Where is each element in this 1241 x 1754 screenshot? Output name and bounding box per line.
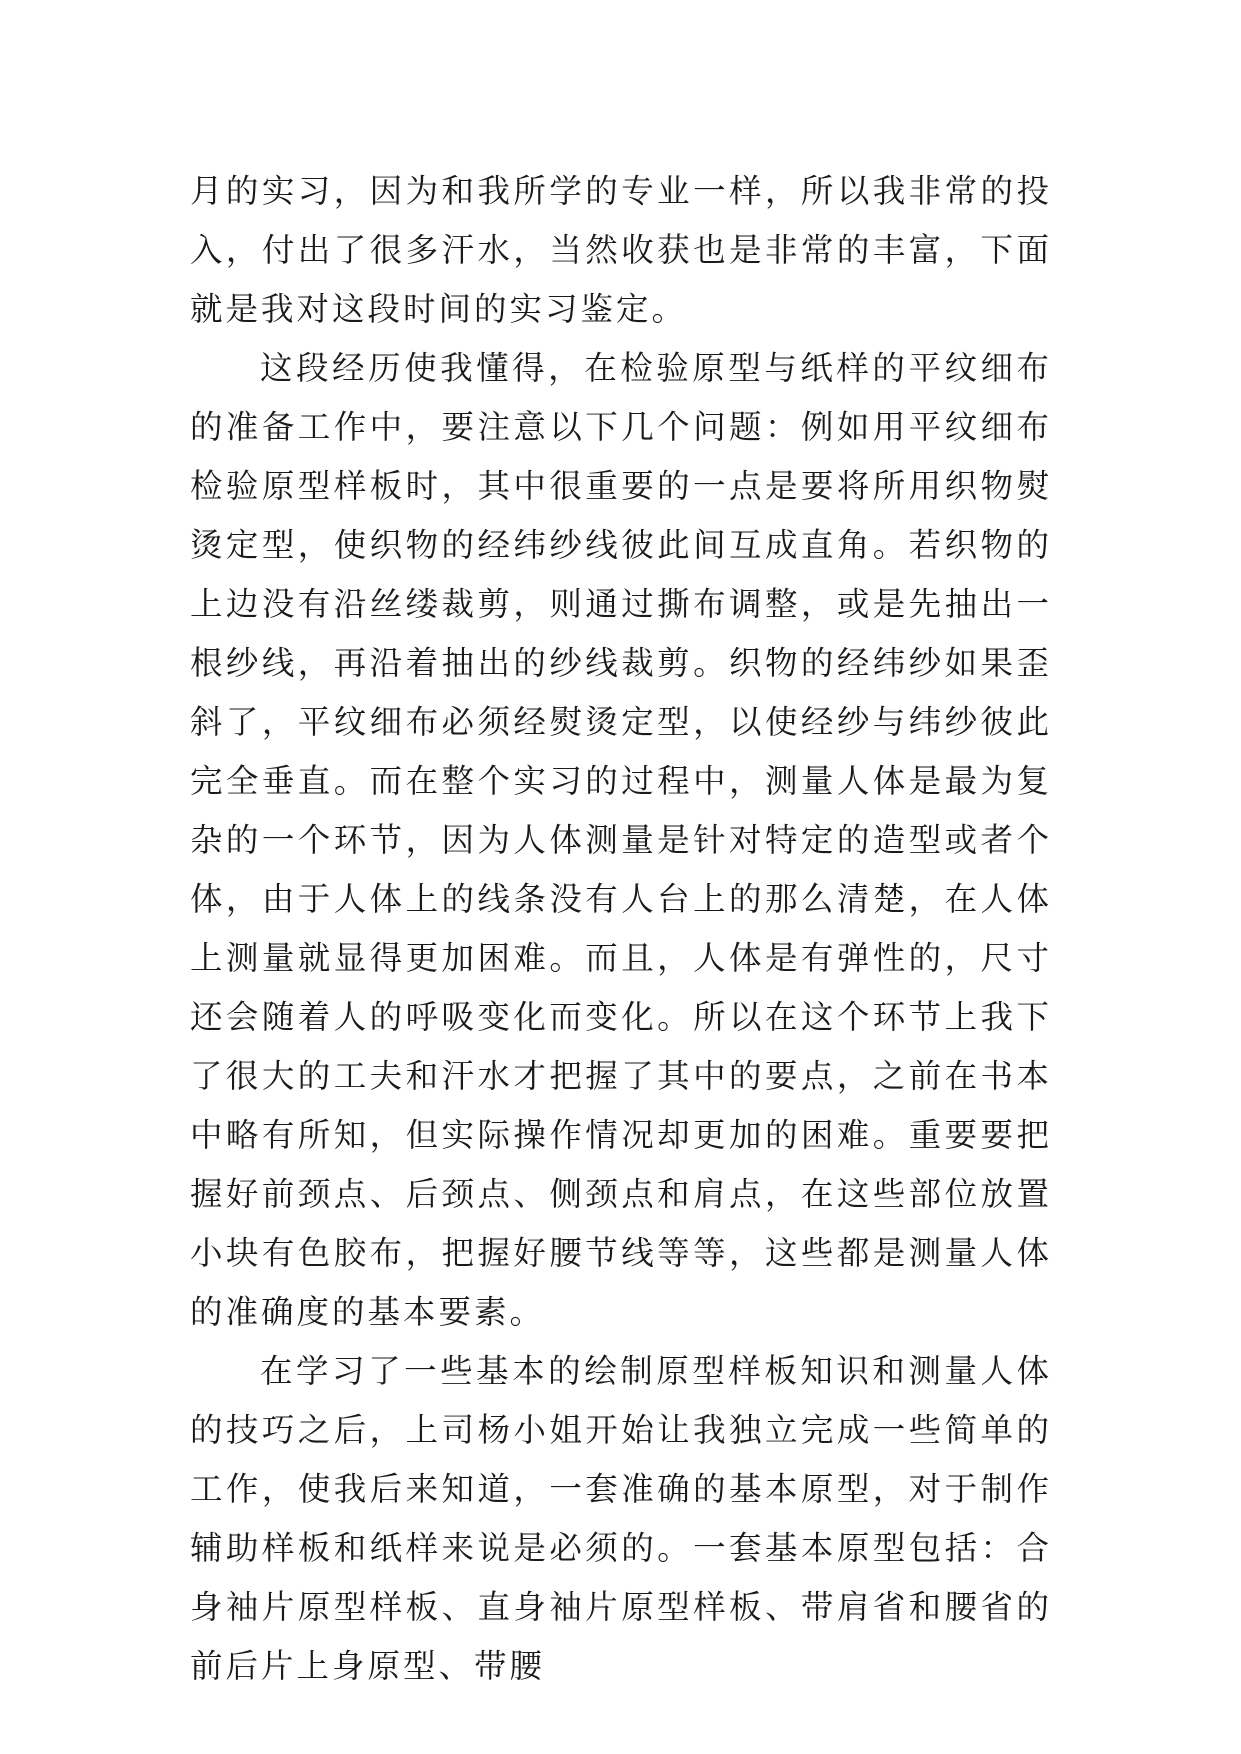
document-page <box>190 162 1052 1696</box>
paragraph-intro: 月的实习，因为和我所学的专业一样，所以我非常的投入，付出了很多汗水，当然收获也是非常的丰富，下面就是我对这段时间的实习鉴定。 <box>190 172 1052 328</box>
paragraph-prototype: 在学习了一些基本的绘制原型样板知识和测量人体的技巧之后，上司杨小姐开始让我独立完成一些简单的工作，使我后来知道，一套准确的基本原型，对于制作辅助样板和纸样来说是必须的。一套基本原型包括：合身袖片原型样板、直身袖片原型样板、带肩省和腰省的前后片上身原型、带腰 <box>190 1352 1052 1685</box>
paragraph-measurement: 这段经历使我懂得，在检验原型与纸样的平纹细布的准备工作中，要注意以下几个问题：例如用平纹细布检验原型样板时，其中很重要的一点是要将所用织物熨烫定型，使织物的经纬纱线彼此间互成直角。若织物的上边没有沿丝缕裁剪，则通过撕布调整，或是先抽出一根纱线，再沿着抽出的纱线裁剪。织物的经纬纱如果歪斜了，平纹细布必须经熨烫定型，以使经纱与纬纱彼此完全垂直。而在整个实习的过程中，测量人体是最为复杂的一个环节，因为人体测量是针对特定的造型或者个体，由于人体上的线条没有人台上的那么清楚，在人体上测量就显得更加困难。而且，人体是有弹性的，尺寸还会随着人的呼吸变化而变化。所以在这个环节上我下了很大的工夫和汗水才把握了其中的要点，之前在书本中略有所知，但实际操作情况却更加的困难。重要要把握好前颈点、后颈点、侧颈点和肩点，在这些部位放置小块有色胶布，把握好腰节线等等，这些都是测量人体的准确度的基本要素。 <box>190 349 1052 1331</box>
